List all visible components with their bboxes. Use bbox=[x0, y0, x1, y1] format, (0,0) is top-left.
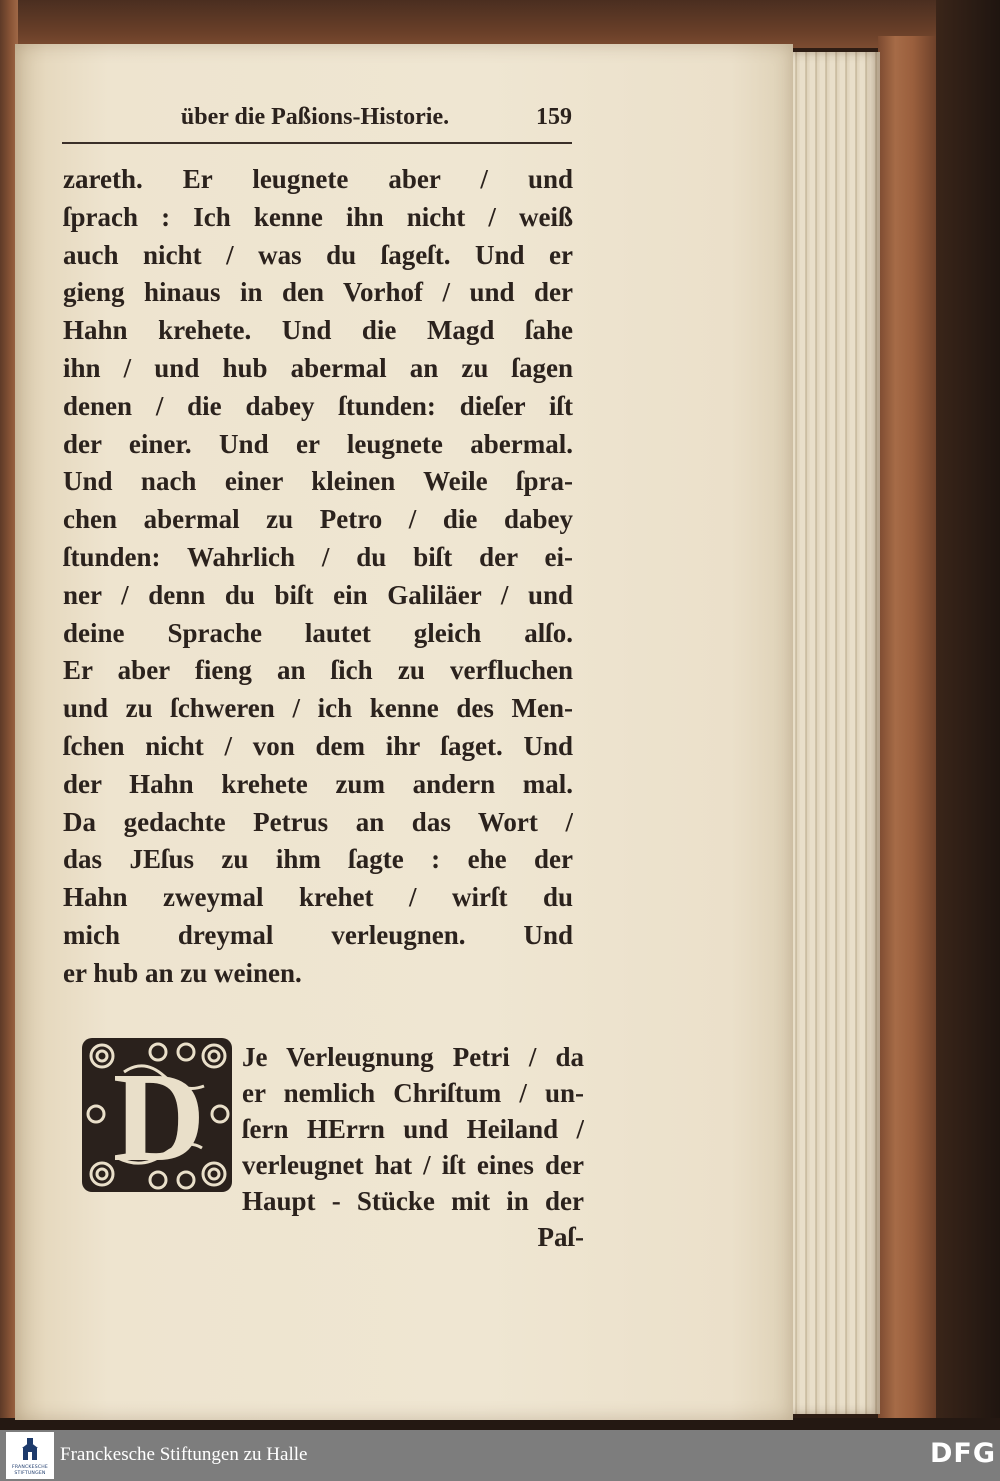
text-line: Haupt - Stücke mit in der bbox=[242, 1186, 584, 1216]
building-icon bbox=[20, 1436, 40, 1462]
scan-background-right bbox=[936, 0, 1000, 1430]
text-line: zareth. Er leugnete aber / und bbox=[63, 164, 573, 194]
text-line: Da gedachte Petrus an das Wort / bbox=[63, 806, 573, 837]
text-line: verleugnet hat / iſt eines der bbox=[242, 1150, 584, 1180]
text-line: deine Sprache lautet gleich alſo. bbox=[63, 617, 573, 648]
text-line: das JEſus zu ihm ſagte : ehe der bbox=[63, 844, 573, 875]
header-rule bbox=[62, 142, 572, 144]
text-line: gieng hinaus in den Vorhof / und der bbox=[63, 277, 573, 308]
text-line: der einer. Und er leugnete abermal. bbox=[63, 428, 573, 459]
page-number: 159 bbox=[536, 104, 572, 130]
text-line: ſchen nicht / von dem ihr ſaget. Und bbox=[63, 730, 573, 761]
footer-bar bbox=[0, 1430, 1000, 1481]
text-line: auch nicht / was du ſageſt. Und er bbox=[63, 239, 573, 270]
logo-text: STIFTUNGEN bbox=[14, 1471, 46, 1476]
text-line: Er aber fieng an ſich zu verfluchen bbox=[63, 655, 573, 686]
text-line: er nemlich Chriſtum / un- bbox=[242, 1078, 584, 1108]
institution-name: Franckesche Stiftungen zu Halle bbox=[60, 1444, 308, 1465]
text-line: ihn / und hub abermal an zu ſagen bbox=[63, 352, 573, 383]
text-line: Je Verleugnung Petri / da bbox=[242, 1042, 584, 1072]
text-line: ſern HErrn und Heiland / bbox=[242, 1114, 584, 1144]
text-line: der Hahn krehete zum andern mal. bbox=[63, 768, 573, 799]
ornamental-initial bbox=[78, 1032, 240, 1198]
running-title: über die Paßions-Historie. bbox=[180, 104, 450, 130]
text-line: Hahn krehete. Und die Magd ſahe bbox=[63, 315, 573, 346]
text-line: mich dreymal verleugnen. Und bbox=[63, 919, 573, 950]
text-line: er hub an zu weinen. bbox=[63, 957, 302, 988]
text-line: und zu ſchweren / ich kenne des Men- bbox=[63, 693, 573, 724]
initial-letter: D bbox=[112, 1046, 206, 1188]
text-line: chen abermal zu Petro / die dabey bbox=[63, 504, 573, 535]
cover-right-edge bbox=[878, 36, 936, 1428]
text-line: denen / die dabey ſtunden: dieſer iſt bbox=[63, 390, 573, 421]
text-line: Und nach einer kleinen Weile ſpra- bbox=[63, 466, 573, 497]
cover-top-edge bbox=[0, 0, 950, 48]
text-line: ſprach : Ich kenne ihn nicht / weiß bbox=[63, 201, 573, 232]
body-text bbox=[63, 161, 573, 993]
text-line: Hahn zweymal krehet / wirſt du bbox=[63, 882, 573, 913]
text-line: ner / denn du biſt ein Galiläer / und bbox=[63, 579, 573, 610]
catchword: Paſ- bbox=[537, 1222, 584, 1252]
initial-paragraph bbox=[242, 1039, 584, 1219]
logo-text: FRANCKESCHE bbox=[11, 1465, 49, 1470]
text-line: ſtunden: Wahrlich / du biſt der ei- bbox=[63, 541, 573, 572]
institution-logo bbox=[6, 1432, 54, 1479]
funder-logo: DFG bbox=[930, 1438, 997, 1469]
page-edges bbox=[790, 52, 880, 1414]
